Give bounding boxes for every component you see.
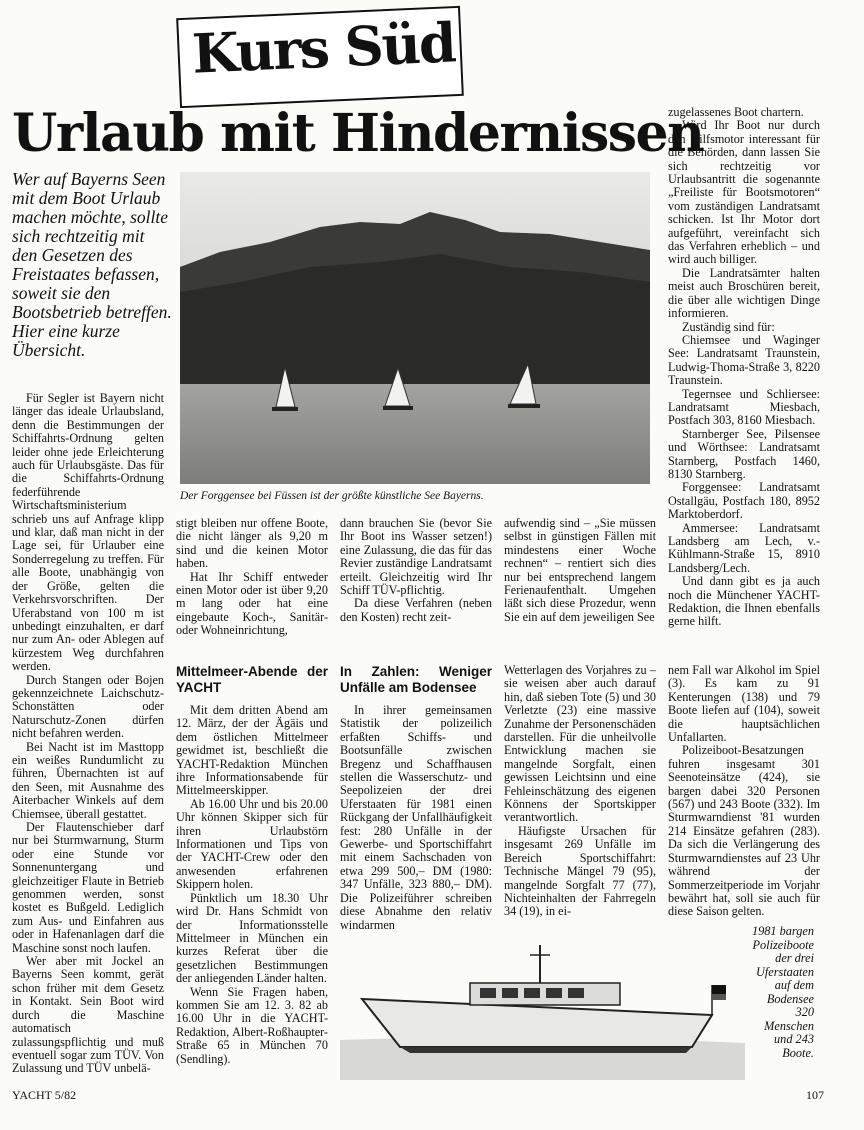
paragraph: dann brauchen Sie (bevor Sie Ihr Boot ins Wasser setzen!) eine Zulassung, die das für das Revier zuständige Landratsamt erteilt. Gleichzeitig wird Ihr Schiff TÜV-pflichtig. [340, 516, 492, 598]
paragraph: Für Segler ist Bayern nicht länger das ideale Urlaubsland, denn die Bestimmungen der Schiffahrts-Ordnung gelten leider ohne jede Erleichterung auch für Urlaubsgäste. Das für die Schiffahrts-Ordnung federführende Wirtschaftsministerium schrieb uns auf Anfrage klipp und klar, daß man nicht in der Lage sei, für Urlauber eine Sonderregelung zu treffen. Für alle Boote, unabhängig von der Größe, gelten die Verkehrsvorschriften. Der Uferabstand von 100 m ist unbedingt einzuhalten, er darf nur zum An- oder Ablegen auf kürzestem Weg durchfahren werden. [12, 391, 164, 674]
issue-label: YACHT 5/82 [12, 1088, 77, 1102]
paragraph: Ammersee: Landratsamt Landsberg am Lech, v.-Kühlmann-Straße 15, 8910 Landsberg/Lech. [668, 520, 820, 575]
paragraph: Der Flautenschieber darf nur bei Sturmwarnung, Sturm oder eine Stunde vor Sonnenuntergang und gleichzeitiger Flaute in Betrieb genommen werden, sonst kostet es Bußgeld. Lediglich zum Aus- und Einfahren aus oder in Hafenanlagen darf die Maschine sonst noch laufen. [12, 820, 164, 955]
paragraph: Häufigste Ursachen für insgesamt 269 Unfälle im Bereich Sportschiffahrt: Technische Mängel 79 (95), mangelnde Sorgfalt 77 (77), Nichteinhalten der Fahrregeln 34 (19), in ei- [504, 823, 656, 919]
column-2-top [176, 517, 328, 638]
paragraph: Mit dem dritten Abend am 12. März, der der Ägäis und dem östlichen Mittelmeer gewidmet ist, beschließt die YACHT-Redaktion München ihre Informationsabende für Mittelmeerskipper. [176, 703, 328, 798]
paragraph: Chiemsee und Waginger See: Landratsamt Traunstein, Ludwig-Thoma-Straße 3, 8220 Traunstein. [668, 332, 820, 388]
paragraph: Wird Ihr Boot nur durch den Hilfsmotor interessant für die Behörden, dann lassen Sie sich rechtzeitig vor Urlaubsantritt die sogenannte „Freiliste für Bootsmotoren“ vom zuständigen Landratsamt schicken. Ist Ihr Motor dort aufgeführt, vereinfacht sich das Verfahren erheblich – und wird auch billiger. [668, 118, 820, 267]
lake-photo [180, 172, 650, 484]
paragraph: stigt bleiben nur offene Boote, die nicht länger als 9,20 m sind und die keinen Motor haben. [176, 516, 328, 571]
statistics-article [340, 664, 492, 932]
column-3-top [340, 517, 492, 624]
intro-text: Wer auf Bayerns Seen mit dem Boot Urlaub machen möchte, sollte sich rechtzeitig mit den Gesetzen des Freistaates befassen, soweit sie den Bootsbetrieb betreffen. Hier eine kurze Übersicht. [12, 169, 172, 360]
column-5 [668, 106, 820, 629]
column-4-bottom [504, 664, 656, 919]
paragraph: zugelassenes Boot chartern. [668, 105, 804, 119]
paragraph: Wetterlagen des Vorjahres zu – sie weisen aber auch darauf hin, daß sieben Tote (5) und 30 Verletzte (23) eine massive Zunahme der Personenschäden darstellen. Für die unheilvolle Entwicklung machen sie mangelnde Sorgfalt, einen gewissen Leichtsinn und eine Fehleinschätzung des eigenen Könnens der Sportskipper verantwortlich. [504, 663, 656, 825]
article-heading: In Zahlen: Weniger Unfälle am Bodensee [340, 664, 492, 695]
paragraph: Tegernsee und Schliersee: Landratsamt Miesbach, Postfach 303, 8160 Miesbach. [668, 386, 820, 428]
page-number: 107 [806, 1088, 824, 1102]
paragraph: Hat Ihr Schiff entweder einen Motor oder ist über 9,20 m lang oder hat eine eingebaute Koch-, Sanitär- oder Wohneinrichtung, [176, 569, 328, 638]
column-5-bottom [668, 664, 820, 919]
paragraph: Wenn Sie Fragen haben, kommen Sie am 12. 3. 82 ab 16.00 Uhr in die YACHT-Redaktion, Albert-Roßhaupter-Straße 65 in München 70 (Sendling). [176, 984, 328, 1066]
paragraph: In ihrer gemeinsamen Statistik der polizeilich erfaßten Schiffs- und Bootsunfälle zwischen Bregenz und Schaffhausen stellen die Wasserschutz- und Seepolizeien der drei Uferstaaten für 1981 einen Rückgang der Unfallhäufigkeit fest: 280 Unfälle in der Gewerbe- und Sportschiffahrt mit einem Sachschaden von etwa 299 500,– DM (1980: 347 Unfälle, 323 880,– DM). Die Polizeiführer schreiben diese Abnahme den relativ windarmen [340, 703, 492, 932]
paragraph: Pünktlich um 18.30 Uhr wird Dr. Hans Schmidt von der Informationsstelle Mittelmeer in München ein kurzes Referat über die gesetzlichen Bestimmungen der anliegenden Länder halten. [176, 890, 328, 986]
boat-caption: 1981 bargen Polizeiboote der drei Uferstaaten auf dem Bodensee 320 Menschen und 243 Boote. [751, 924, 814, 1060]
paragraph: Forggensee: Landratsamt Ostallgäu, Postfach 180, 8952 Marktoberdorf. [668, 480, 820, 522]
paragraph: Durch Stangen oder Bojen gekennzeichnete Laichschutz-Schonstätten oder Naturschutz-Zonen dürfen nicht befahren werden. [12, 672, 164, 741]
paragraph: Die Landratsämter halten meist auch Broschüren bereit, die über alle wichtigen Dinge informieren. [668, 265, 820, 321]
paragraph: Wer aber mit Jockel an Bayerns Seen kommt, gerät schon früher mit dem Gesetz in Kontakt. Sein Boot wird durch die Maschine automatisch zulassungspflichtig und muß eventuell sogar zum TÜV. Von Zulassung und TÜV unbelä- [12, 954, 164, 1076]
paragraph: Starnberger See, Pilsensee und Wörthsee: Landratsamt Starnberg, Postfach 1460, 8130 Starnberg. [668, 426, 820, 481]
headline: Urlaub mit Hindernissen [12, 103, 704, 164]
mittelmeer-article [176, 664, 328, 1066]
paragraph: Ab 16.00 Uhr und bis 20.00 Uhr können Skipper sich für ihren Urlaubstörn Informationen und Tips von der YACHT-Crew oder den anwesenden erfahrenen Skippern holen. [176, 796, 328, 892]
paragraph: Da diese Verfahren (neben den Kosten) recht zeit- [340, 596, 492, 624]
paragraph: Zuständig sind für: [682, 319, 775, 334]
paragraph: Bei Nacht ist im Masttopp ein weißes Rundumlicht zu führen, Übernachten ist auf den Seen, mit Ausnahme des Aiterbacher Winkels auf dem Chiemsee, überall gestattet. [12, 739, 164, 821]
paragraph: Und dann gibt es ja auch noch die Münchener YACHT-Redaktion, die Ihnen ebenfalls gerne hilft. [668, 574, 820, 629]
paragraph: aufwendig sind – „Sie müssen selbst in günstigen Fällen mit mindestens einer Woche rechnen“ – rentiert sich dies nur bei entsprechend langem Ferienaufenthalt. Umgehen läßt sich diese Prozedur, wenn Sie ein auf dem jeweiligen See [504, 516, 656, 624]
article-heading: Mittelmeer-Abende der YACHT [176, 664, 328, 695]
column-1 [12, 392, 164, 1076]
photo-caption: Der Forggensee bei Füssen ist der größte künstliche See Bayerns. [180, 490, 484, 502]
kicker: Kurs Süd [190, 10, 456, 86]
column-4-top [504, 517, 656, 624]
paragraph: nem Fall war Alkohol im Spiel (3). Es kam zu 91 Kenterungen (138) und 79 Boote liefen auf (104), soweit die hauptsächlichen Unfallarten. [668, 663, 820, 745]
police-boat-photo [340, 935, 745, 1080]
paragraph: Polizeiboot-Besatzungen fuhren insgesamt 301 Seenoteinsätze (424), sie bargen dabei 320 Personen (567) und 243 Boote (332). Im Sturmwarndienst '81 wurden 214 Einsätze gefahren (283). Da sich die Verlängerung des Sturmwarndienstes auf 23 Uhr während der Sommerzeitperiode im Vorjahr bewährt hat, soll sie auch für diese Saison gelten. [668, 743, 820, 919]
